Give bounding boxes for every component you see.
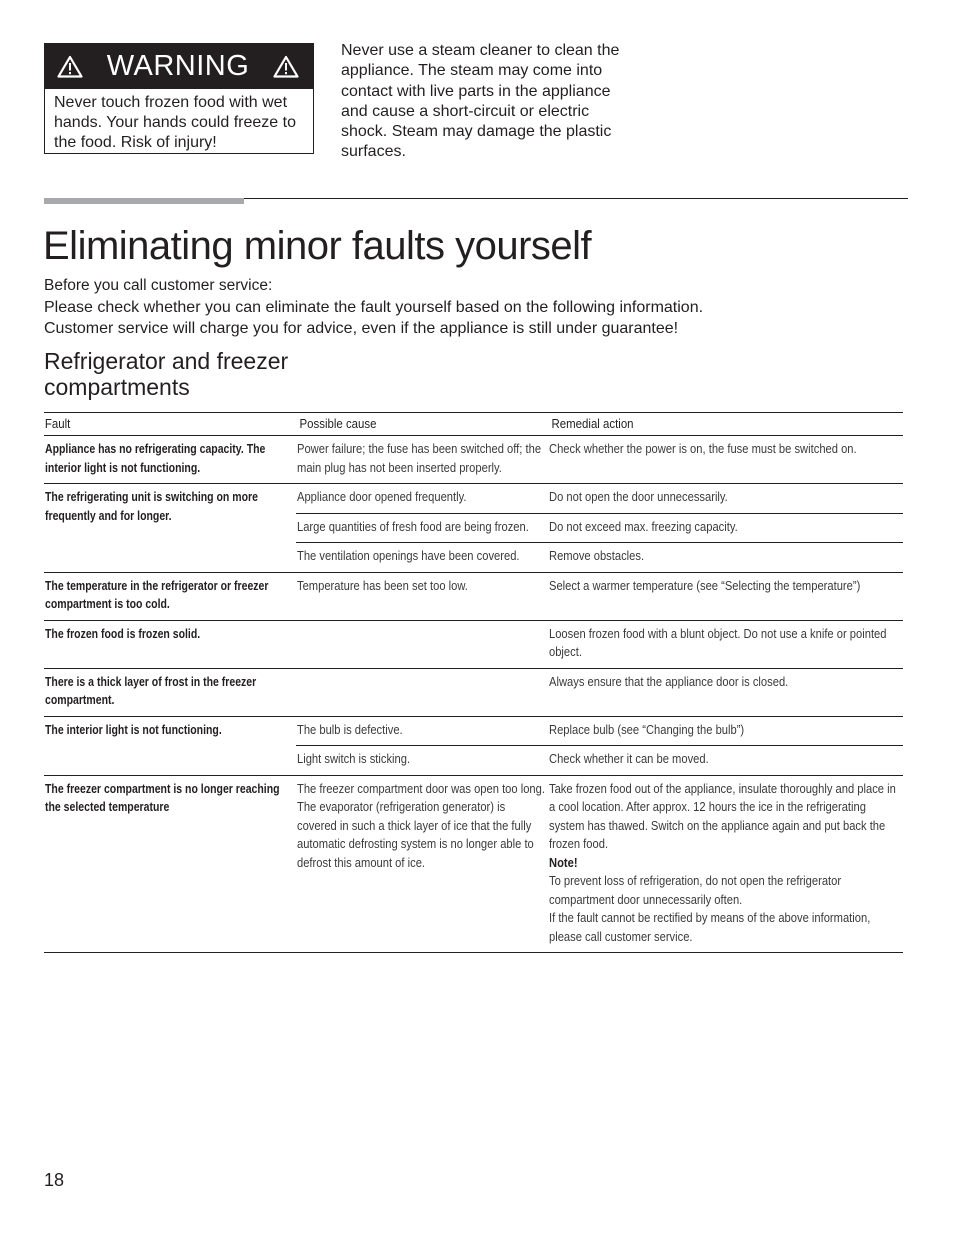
cause-cell: Power failure; the fuse has been switched off; the main plug has not been inserted properly. (297, 441, 542, 475)
cause-cell: The bulb is defective. (296, 716, 548, 746)
warning-title: WARNING (106, 50, 250, 82)
fault-table (44, 412, 903, 952)
fault-cell: Appliance has no refrigerating capacity. The interior light is not functioning. (45, 442, 266, 475)
table-row (44, 668, 903, 716)
cause-cell: Large quantities of fresh food are being frozen. (296, 513, 548, 543)
section-divider-accent (44, 198, 244, 204)
intro-line: Customer service will charge you for advice, even if the appliance is still under guarantee! (44, 319, 679, 337)
warning-triangle-icon (57, 55, 83, 78)
action-text: Take frozen food out of the appliance, insulate thoroughly and place in a cool location. After approx. 12 hours the ice in the refrigerating system has thawed. Switch on the appliance again and put back the frozen food. (549, 780, 896, 851)
action-cell: Check whether it can be moved. (548, 746, 903, 776)
fault-cell: The temperature in the refrigerator or freezer compartment is too cold. (44, 572, 296, 620)
cause-cell: Temperature has been set too low. (296, 572, 548, 620)
action-cell: Do not exceed max. freezing capacity. (548, 513, 903, 543)
warning-text: Never touch frozen food with wet hands. Your hands could freeze to the food. Risk of injury! (54, 94, 296, 151)
cause-cell (296, 668, 548, 716)
table-header-row (44, 413, 903, 436)
cause-cell: Appliance door opened frequently. (296, 484, 548, 514)
intro-line: Please check whether you can eliminate the fault yourself based on the following information. (44, 299, 704, 316)
action-cell: Replace bulb (see “Changing the bulb”) (548, 716, 903, 746)
note-label: Note! (549, 854, 578, 870)
warning-header (45, 44, 313, 89)
intro-text (44, 298, 914, 339)
before-call-label: Before you call customer service: (44, 277, 273, 294)
action-cell (548, 775, 903, 952)
page-title: Eliminating minor faults yourself (43, 224, 592, 268)
fault-cell: The frozen food is frozen solid. (44, 620, 296, 668)
section-title: Refrigerator and freezer compartments (44, 348, 289, 400)
warning-box (44, 43, 314, 154)
action-cell: Do not open the door unnecessarily. (548, 484, 903, 514)
action-cell: Loosen frozen food with a blunt object. Do not use a knife or pointed object. (548, 620, 903, 668)
steam-cleaner-notice: Never use a steam cleaner to clean the appliance. The steam may come into contact with live parts in the appliance and cause a short-circuit or electric shock. Steam may damage the plastic surfaces. (341, 42, 620, 161)
table-row (44, 775, 903, 952)
cause-cell (296, 620, 548, 668)
column-header-action: Remedial action (548, 413, 860, 436)
cause-cell: Light switch is sticking. (296, 746, 548, 776)
action-cell: Always ensure that the appliance door is closed. (548, 668, 903, 716)
fault-cell: The interior light is not functioning. (44, 716, 296, 775)
cause-cell: The ventilation openings have been covered. (296, 543, 548, 573)
fault-cell: The freezer compartment is no longer reaching the selected temperature (44, 775, 296, 952)
fault-cell: The refrigerating unit is switching on more frequently and for longer. (44, 484, 296, 573)
column-header-fault: Fault (44, 413, 266, 436)
action-cell: Select a warmer temperature (see “Selecting the temperature”) (548, 572, 903, 620)
table-row (44, 484, 903, 514)
note-text: To prevent loss of refrigeration, do not open the refrigerator compartment door unnecessarily often. (549, 873, 842, 907)
table-bottom-rule (44, 952, 903, 953)
note-text: If the fault cannot be rectified by means of the above information, please call customer service. (549, 910, 871, 944)
table-row (44, 436, 903, 484)
table-row (44, 716, 903, 746)
page-number: 18 (44, 1170, 65, 1190)
cause-cell: The freezer compartment door was open too long. The evaporator (refrigeration generator) is covered in such a thick layer of ice that the fully automatic defrosting system is no longer able to defrost this amount of ice. (296, 775, 548, 952)
action-cell: Remove obstacles. (548, 543, 903, 573)
column-header-cause: Possible cause (296, 413, 518, 436)
fault-cell: There is a thick layer of frost in the freezer compartment. (44, 668, 296, 716)
table-row (44, 572, 903, 620)
warning-triangle-icon (273, 55, 299, 78)
table-row (44, 620, 903, 668)
action-cell: Check whether the power is on, the fuse must be switched on. (549, 441, 857, 456)
